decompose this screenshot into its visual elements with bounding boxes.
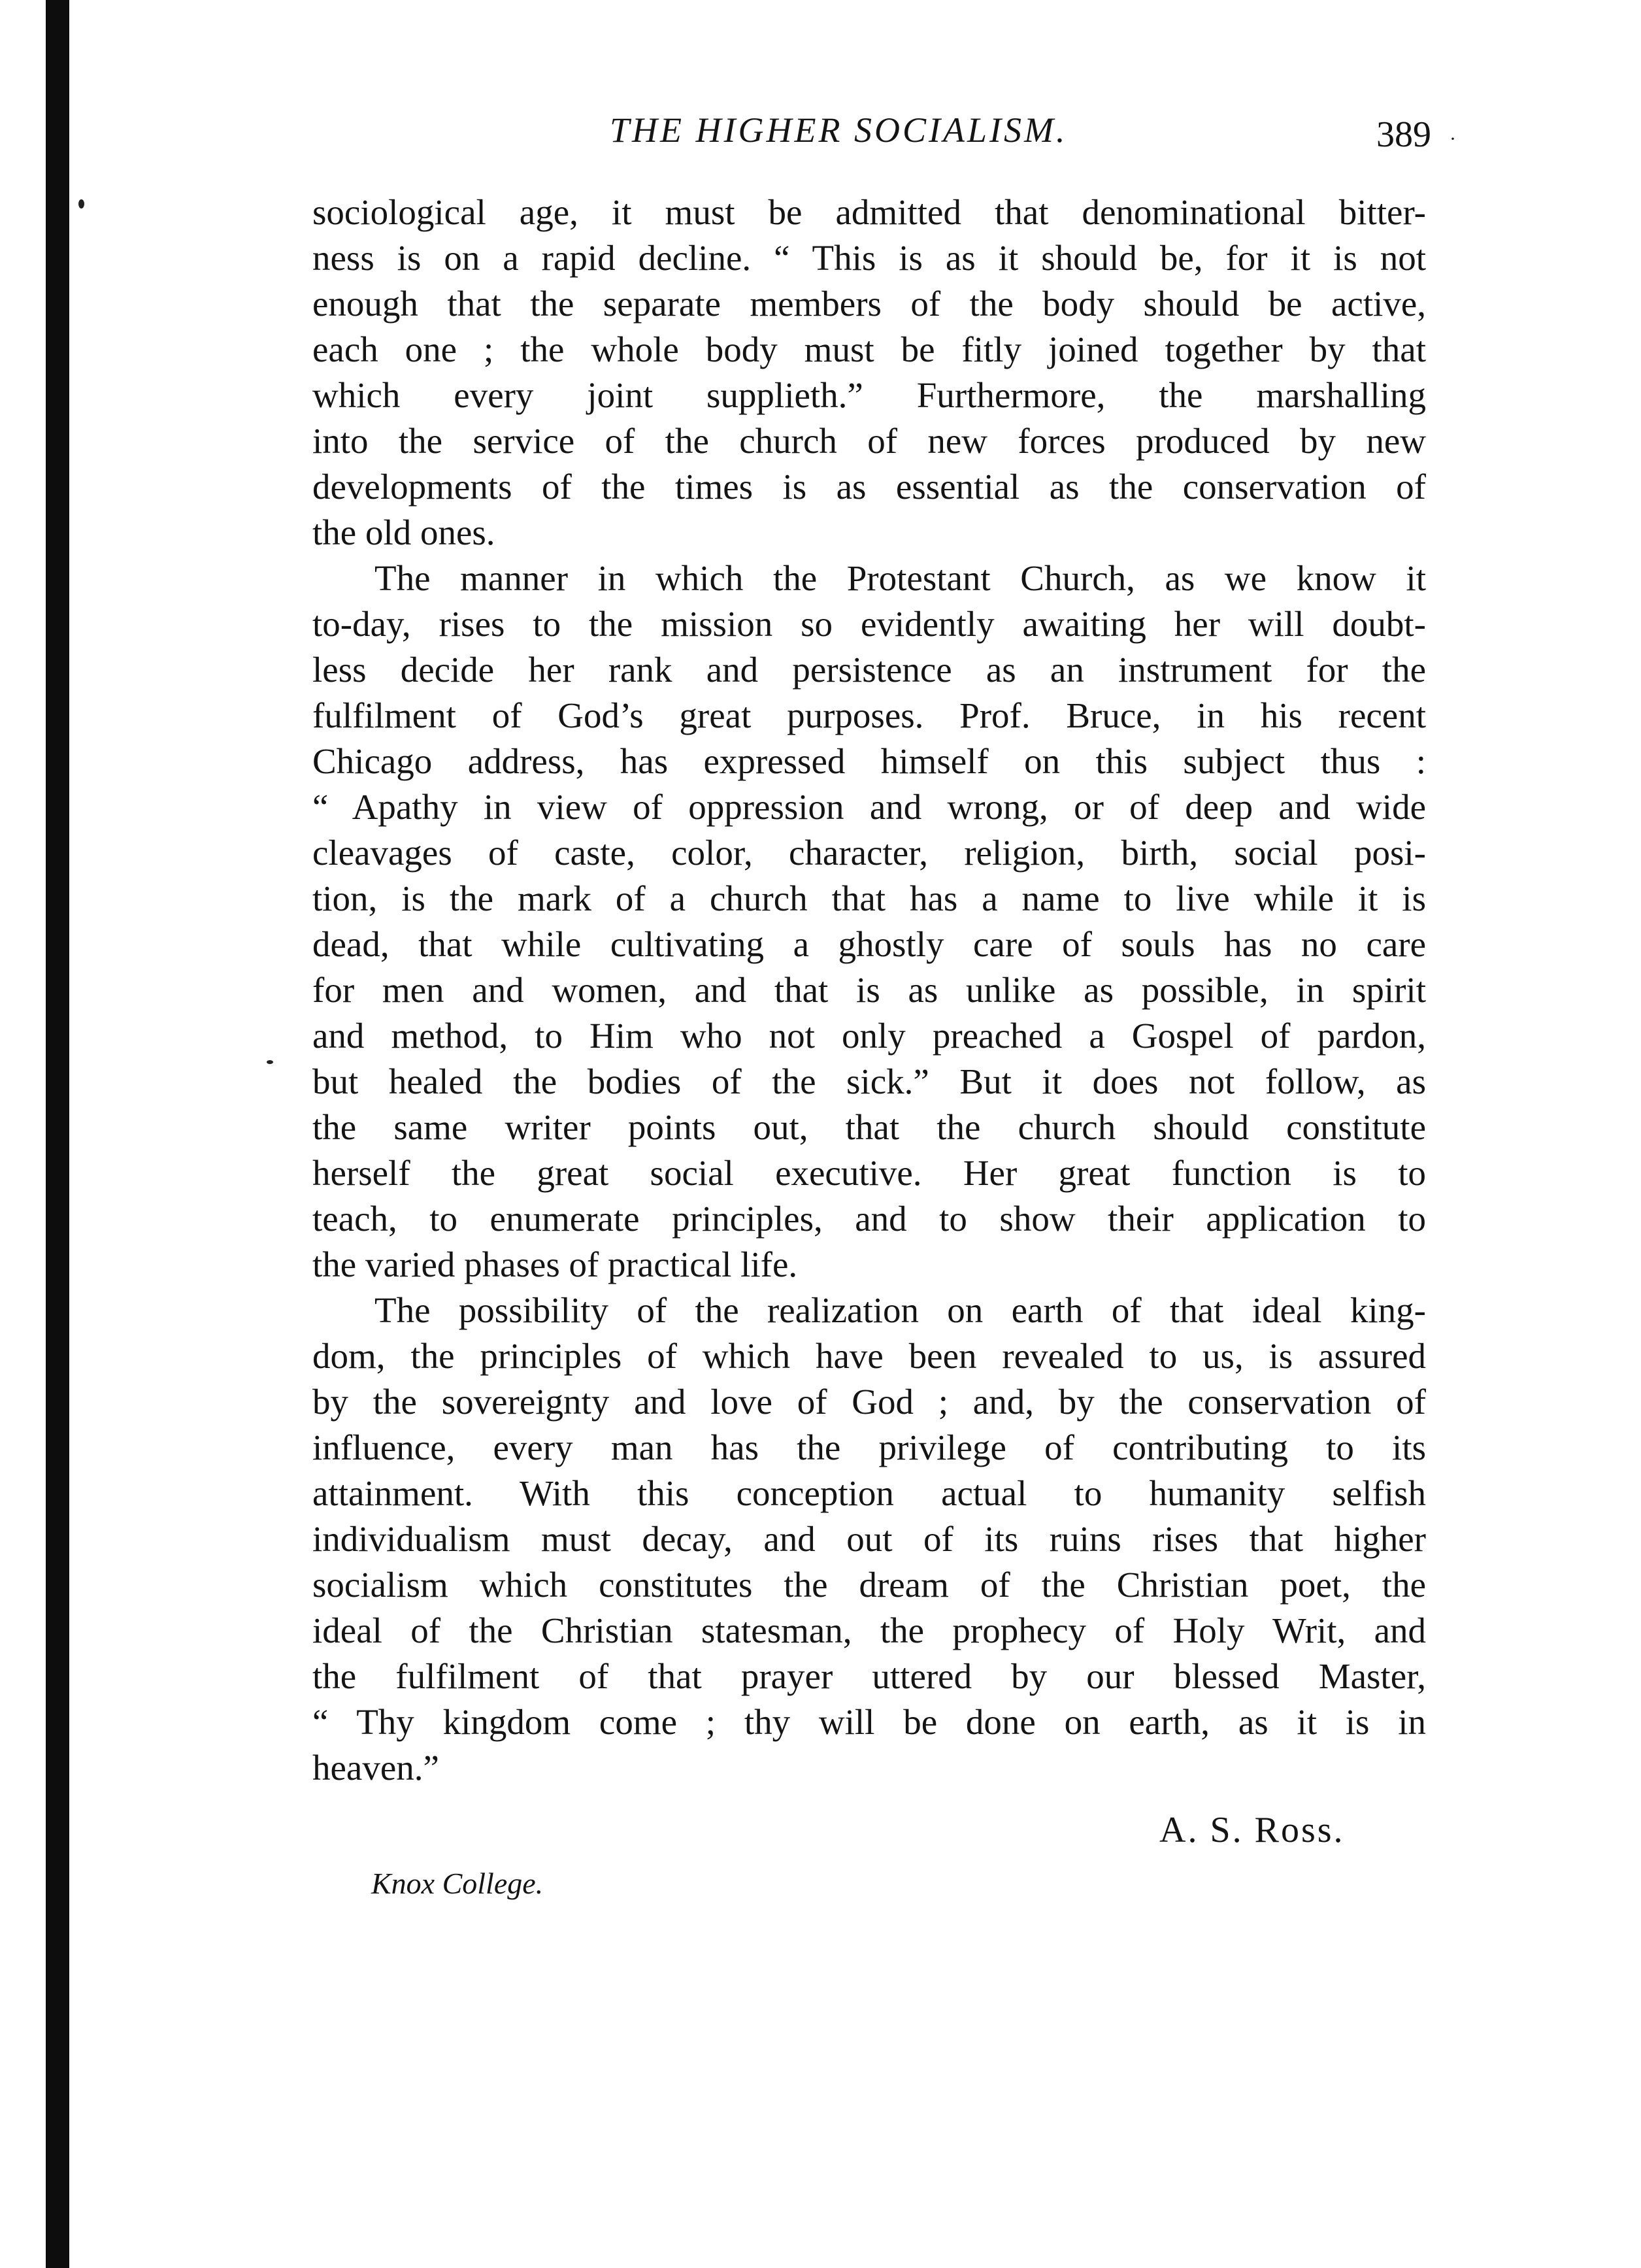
text-line: herself the great social executive. Her great function is to	[312, 1153, 1426, 1193]
text-line: the same writer points out, that the church should constitute	[312, 1107, 1426, 1147]
text-line: by the sovereignty and love of God ; and, by the conservation of	[312, 1382, 1426, 1422]
text-line: to-day, rises to the mission so evidently awaiting her will doubt-	[312, 604, 1426, 644]
text-line: which every joint supplieth.” Furthermore, the marshalling	[312, 375, 1426, 415]
text-line: heaven.”	[312, 1748, 439, 1788]
scan-speck	[78, 199, 84, 208]
text-line: cleavages of caste, color, character, religion, birth, social posi-	[312, 833, 1426, 873]
text-line: “ Thy kingdom come ; thy will be done on earth, as it is in	[312, 1702, 1426, 1742]
text-line: sociological age, it must be admitted that denominational bitter-	[312, 192, 1426, 232]
text-line: ideal of the Christian statesman, the prophecy of Holy Writ, and	[312, 1610, 1426, 1650]
binding-edge-shadow	[46, 0, 69, 2268]
text-line: developments of the times is as essential as the conservation of	[312, 467, 1426, 507]
text-line: for men and women, and that is as unlike as possible, in spirit	[312, 970, 1426, 1010]
text-line: dom, the principles of which have been revealed to us, is assured	[312, 1336, 1426, 1376]
text-line: enough that the separate members of the body should be active,	[312, 284, 1426, 324]
text-line: attainment. With this conception actual to humanity selfish	[312, 1473, 1426, 1513]
text-line: into the service of the church of new forces produced by new	[312, 421, 1426, 461]
scan-speck	[267, 1060, 273, 1064]
text-line: dead, that while cultivating a ghostly care of souls has no care	[312, 924, 1426, 964]
text-line: teach, to enumerate principles, and to show their application to	[312, 1199, 1426, 1239]
author-affiliation: Knox College.	[371, 1867, 544, 1900]
text-line: fulfilment of God’s great purposes. Prof. Bruce, in his recent	[312, 695, 1426, 735]
text-line: the old ones.	[312, 512, 495, 552]
page-number-mark: ·	[1450, 128, 1456, 150]
text-line: The possibility of the realization on earth of that ideal king-	[374, 1290, 1426, 1330]
text-line: and method, to Him who not only preached a Gospel of pardon,	[312, 1016, 1426, 1056]
text-line: but healed the bodies of the sick.” But it does not follow, as	[312, 1061, 1426, 1101]
text-line: ness is on a rapid decline. “ This is as it should be, for it is not	[312, 238, 1426, 278]
running-head	[312, 110, 1580, 169]
text-line: The manner in which the Protestant Church, as we know it	[374, 558, 1426, 598]
text-line: “ Apathy in view of oppression and wrong, or of deep and wide	[312, 787, 1426, 827]
text-line: less decide her rank and persistence as an instrument for the	[312, 650, 1426, 690]
text-line: individualism must decay, and out of its ruins rises that higher	[312, 1519, 1426, 1559]
page-number: 389	[1376, 114, 1431, 155]
text-line: the varied phases of practical life.	[312, 1244, 798, 1284]
text-line: Chicago address, has expressed himself on this subject thus :	[312, 741, 1426, 781]
text-line: the fulfilment of that prayer uttered by our blessed Master,	[312, 1656, 1426, 1696]
article-body	[312, 190, 1426, 1791]
running-title: THE HIGHER SOCIALISM.	[610, 110, 1068, 150]
text-line: each one ; the whole body must be fitly joined together by that	[312, 329, 1426, 369]
text-line: socialism which constitutes the dream of the Christian poet, the	[312, 1565, 1426, 1605]
text-line: tion, is the mark of a church that has a name to live while it is	[312, 878, 1426, 918]
text-line: influence, every man has the privilege of contributing to its	[312, 1427, 1426, 1467]
author-signature: A. S. Ross.	[1159, 1810, 1345, 1850]
